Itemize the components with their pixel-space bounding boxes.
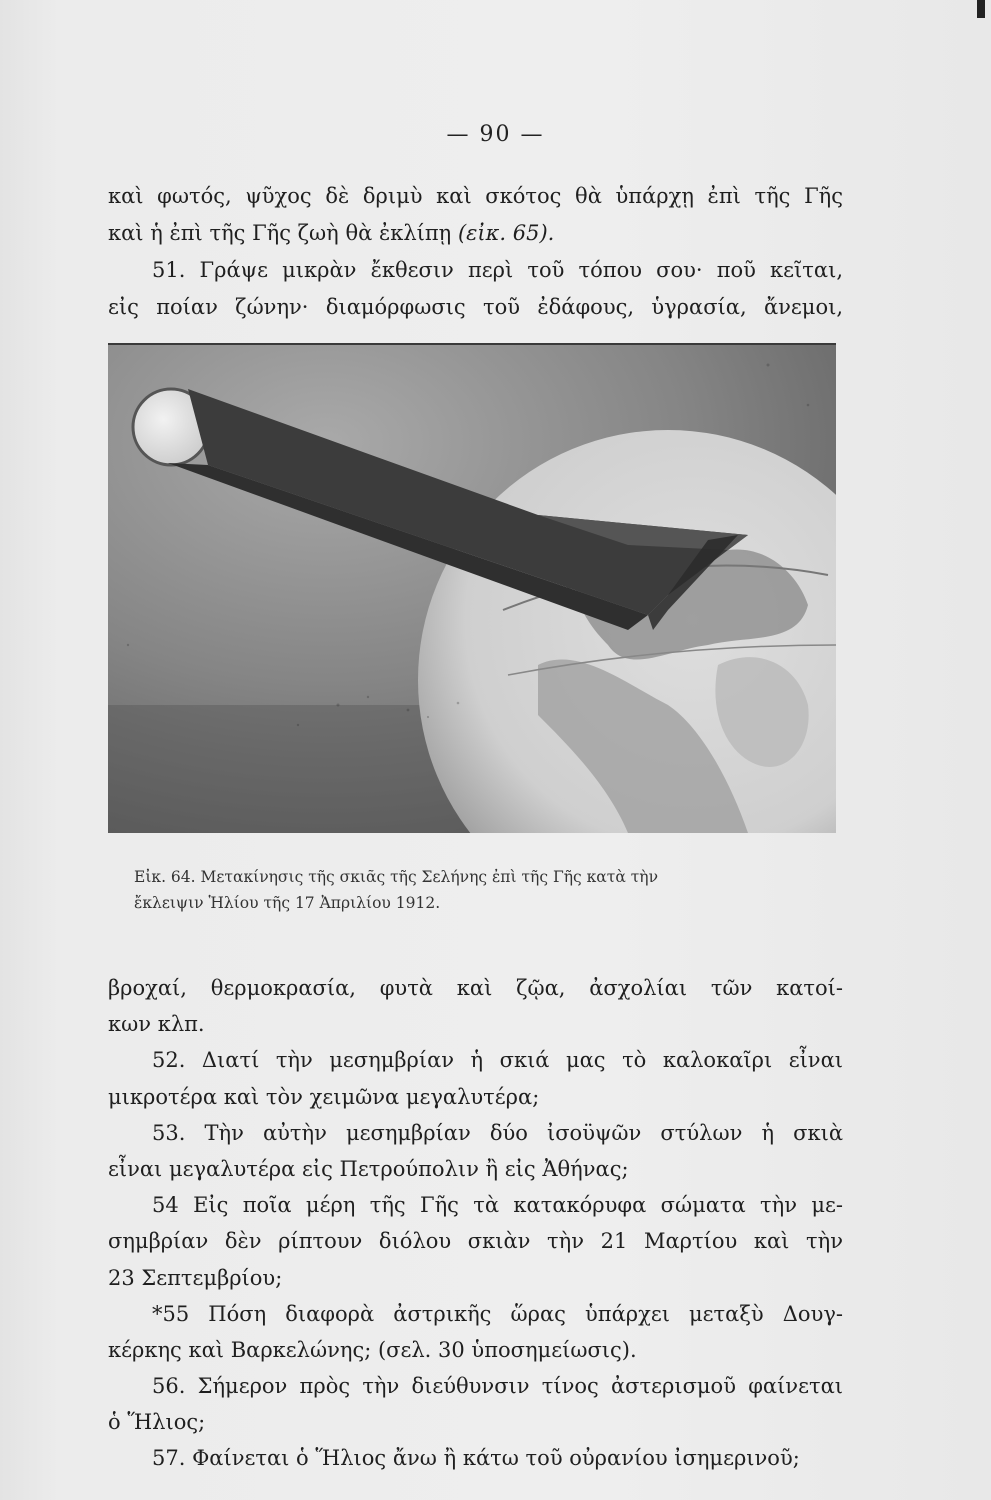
eclipse-photo — [108, 343, 836, 833]
exercise-52-line: 52. Διατί τὴν μεσημβρίαν ἡ σκιά μας τὸ καλοκαῖρι εἶναι — [152, 1048, 843, 1073]
exercise-55-line: *55 Πόση διαφορὰ ἀστρικῆς ὥρας ὑπάρχει μεταξὺ Δουγ- — [152, 1301, 843, 1326]
text-line: ὁ Ἥλιος; — [108, 1410, 206, 1435]
exercise-51-line: 51. Γράψε μικρὰν ἔκθεσιν περὶ τοῦ τόπου σου· ποῦ κεῖται, — [152, 258, 843, 282]
top-paragraph — [108, 178, 843, 326]
figure-reference: (εἰκ. 65). — [457, 221, 555, 245]
text-line: κων κλπ. — [108, 1012, 205, 1037]
text-line — [108, 215, 843, 252]
text-line-main: καὶ ἡ ἐπὶ τῆς Γῆς ζωὴ θὰ ἐκλίπῃ — [108, 221, 458, 245]
text-line: εἶναι μεγαλυτέρα εἰς Πετρούπολιν ἢ εἰς Ἀθήνας; — [108, 1156, 629, 1181]
text-line: εἰς ποίαν ζώνην· διαμόρφωσις τοῦ ἐδάφους, ὑγρασία, ἄνεμοι, — [108, 295, 843, 319]
page-number: — 90 — — [446, 122, 545, 147]
eclipse-illustration — [108, 345, 836, 833]
exercise-57-line: 57. Φαίνεται ὁ Ἥλιος ἄνω ἢ κάτω τοῦ οὐρανίου ἰσημερινοῦ; — [152, 1446, 800, 1471]
exercises-section — [108, 970, 843, 1477]
text-line: μικροτέρα καὶ τὸν χειμῶνα μεγαλυτέρα; — [108, 1084, 540, 1109]
exercise-53-line: 53. Τὴν αὐτὴν μεσημβρίαν δύο ἰσοϋψῶν στύλων ἡ σκιὰ — [152, 1120, 843, 1145]
caption-line: Εἰκ. 64. Μετακίνησις τῆς σκιᾶς τῆς Σελήνης ἐπὶ τῆς Γῆς κατὰ τὴν — [134, 868, 659, 886]
exercise-54-line: 54 Εἰς ποῖα μέρη τῆς Γῆς τὰ κατακόρυφα σώματα τὴν με- — [152, 1193, 843, 1218]
text-line: καὶ φωτός, ψῦχος δὲ δριμὺ καὶ σκότος θὰ ὑπάρχῃ ἐπὶ τῆς Γῆς — [108, 184, 843, 208]
exercise-56-line: 56. Σήμερον πρὸς τὴν διεύθυνσιν τίνος ἀστερισμοῦ φαίνεται — [152, 1374, 843, 1399]
text-line: 23 Σεπτεμβρίου; — [108, 1265, 283, 1290]
caption-line: ἔκλειψιν Ἡλίου τῆς 17 Ἀπριλίου 1912. — [134, 894, 441, 912]
figure-caption — [134, 864, 814, 916]
text-line: κέρκης καὶ Βαρκελώνης; (σελ. 30 ὑποσημείωσις). — [108, 1337, 637, 1362]
text-line: σημβρίαν δὲν ρίπτουν διόλου σκιὰν τὴν 21 Μαρτίου καὶ τὴν — [108, 1229, 843, 1254]
page-edge-mark — [977, 0, 985, 18]
text-line: βροχαί, θερμοκρασία, φυτὰ καὶ ζῷα, ἀσχολίαι τῶν κατοί- — [108, 976, 843, 1000]
